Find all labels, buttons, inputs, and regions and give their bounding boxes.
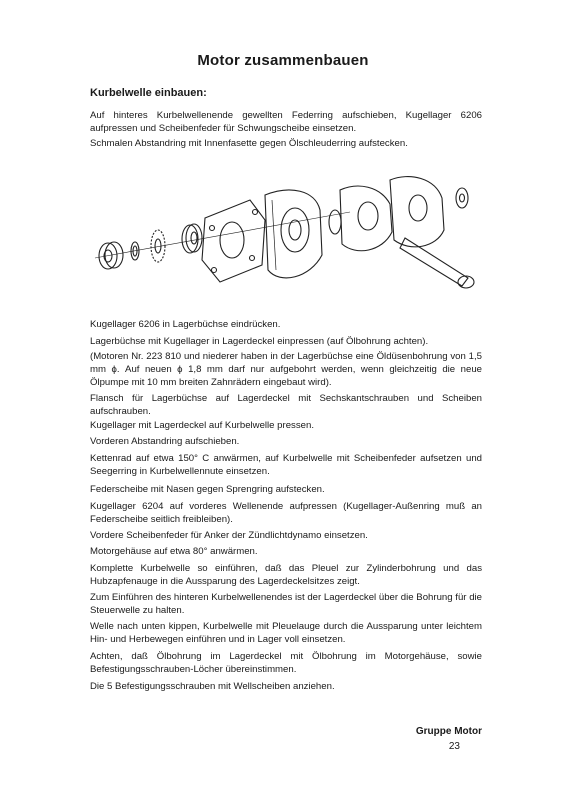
footer-group-label: Gruppe Motor bbox=[415, 726, 482, 737]
step-7: Kettenrad auf etwa 150° C anwärmen, auf Kurbelwelle mit Scheibenfeder aufsetzen und Seegerring in Kurbelwellennute einsetzen. bbox=[90, 453, 482, 477]
step-4: Flansch für Lagerbüchse auf Lagerdeckel mit Sechskantschrauben und Scheiben aufschrauben. bbox=[90, 393, 482, 417]
step-3: (Motoren Nr. 223 810 und niederer haben in der Lagerbüchse eine Öldüsenbohrung von 1,5 mm ϕ. Auf neuen ϕ 1,8 mm darf nur aufgebohrt werden, wenn gleichzeitig die neue Ölpumpe mit 10 mm breiten Zahnrädern eingebaut wird). bbox=[90, 351, 482, 388]
intro-paragraph-2: Schmalen Abstandring mit Innenfasette gegen Ölschleuderring aufstecken. bbox=[90, 138, 408, 149]
step-10: Vordere Scheibenfeder für Anker der Zündlichtdynamo einsetzen. bbox=[90, 530, 368, 541]
bearing-cover-plate bbox=[202, 200, 265, 282]
ball-bearing-rear bbox=[99, 242, 123, 269]
page-number: 23 bbox=[448, 741, 460, 752]
page-title: Motor zusammenbauen bbox=[197, 52, 369, 69]
intro-paragraph-1: Auf hinteres Kurbelwellenende gewellten Federring aufschieben, Kugellager 6206 aufpressen und Scheibenfeder für Schwungscheibe einsetzen. bbox=[90, 110, 482, 134]
step-9: Kugellager 6204 auf vorderes Wellenende aufpressen (Kugellager-Außenring muß an Federscheibe seitlich freibleiben). bbox=[90, 501, 482, 525]
ball-bearing-front bbox=[182, 224, 202, 253]
bearing-housing bbox=[265, 190, 322, 278]
crankshaft-exploded-illustration bbox=[90, 160, 490, 310]
crankshaft bbox=[329, 177, 474, 288]
step-2: Lagerbüchse mit Kugellager in Lagerdeckel einpressen (auf Ölbohrung achten). bbox=[90, 336, 429, 347]
step-6: Vorderen Abstandring aufschieben. bbox=[90, 436, 240, 447]
step-16: Die 5 Befestigungsschrauben mit Wellscheiben anziehen. bbox=[90, 681, 335, 692]
step-1: Kugellager 6206 in Lagerbüchse eindrücken. bbox=[90, 319, 281, 330]
step-13: Zum Einführen des hinteren Kurbelwellenendes ist der Lagerdeckel über die Bohrung für die Steuerwelle zu halten. bbox=[90, 592, 482, 616]
section-heading: Kurbelwelle einbauen: bbox=[90, 87, 207, 99]
step-5: Kugellager mit Lagerdeckel auf Kurbelwelle pressen. bbox=[90, 420, 314, 431]
step-14: Welle nach unten kippen, Kurbelwelle mit Pleuelauge durch die Aussparung unter leichtem Hin- und Herbewegen einführen und in Lager voll einsetzen. bbox=[90, 621, 482, 645]
crankshaft-end-nut bbox=[456, 188, 468, 208]
step-11: Motorgehäuse auf etwa 80° anwärmen. bbox=[90, 546, 258, 557]
step-12: Komplette Kurbelwelle so einführen, daß das Pleuel zur Zylinderbohrung und das Hubzapfenauge in die Aussparung des Lagerdeckelsitzes zeigt. bbox=[90, 563, 482, 587]
step-15: Achten, daß Ölbohrung im Lagerdeckel mit Ölbohrung im Motorgehäuse, sowie Befestigungsschrauben-Löcher übereinstimmen. bbox=[90, 651, 482, 675]
step-8: Federscheibe mit Nasen gegen Sprengring aufstecken. bbox=[90, 484, 325, 495]
